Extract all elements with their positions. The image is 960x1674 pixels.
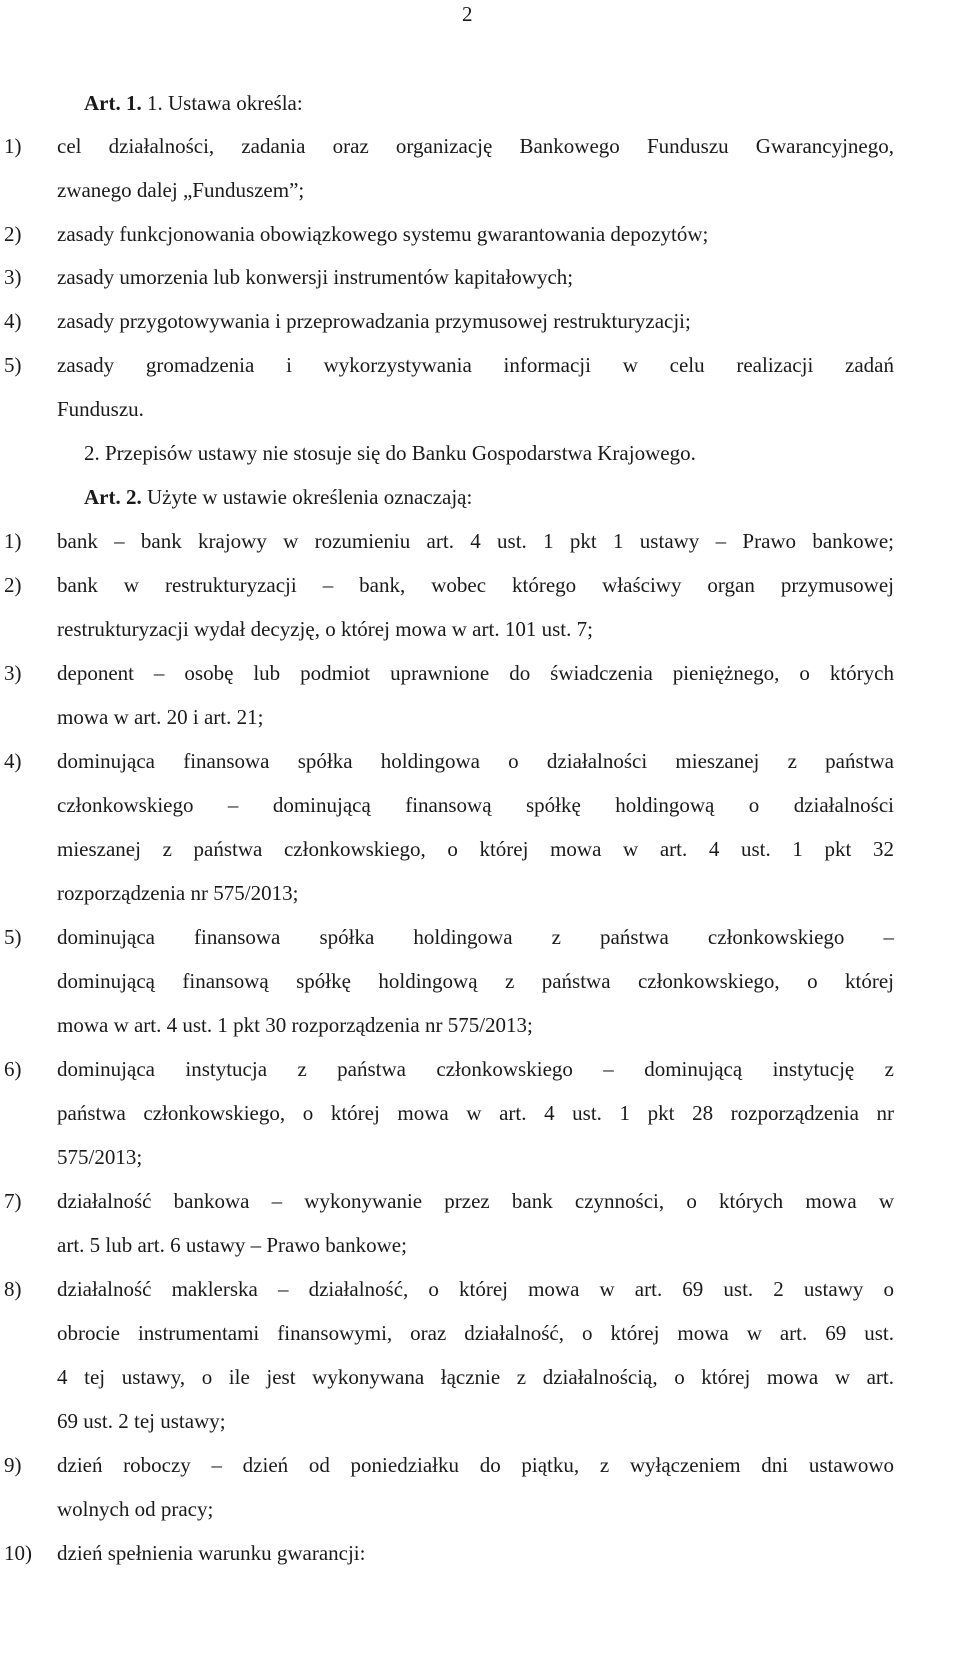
art1-item-1-cont — [0, 175, 960, 205]
item-text: wolnych od pracy; — [57, 1497, 214, 1521]
item-number: 3) — [4, 265, 22, 289]
item-text: działalność bankowa – wykonywanie przez bank czynności, o których mowa w — [57, 1189, 894, 1213]
art2-intro: Użyte w ustawie określenia oznaczają: — [146, 485, 473, 509]
art2-item-4-cont — [0, 790, 960, 820]
art1-item-2 — [0, 219, 960, 249]
item-text: zasady gromadzenia i wykorzystywania informacji w celu realizacji zadań — [57, 353, 894, 377]
art2-item-9-cont — [0, 1494, 960, 1524]
art1-heading: Art. 1. — [84, 91, 142, 115]
item-text: dzień spełnienia warunku gwarancji: — [57, 1541, 366, 1565]
art2-heading: Art. 2. — [84, 485, 142, 509]
item-text: obrocie instrumentami finansowymi, oraz działalność, o której mowa w art. 69 ust. — [57, 1321, 894, 1345]
art2-item-10 — [0, 1538, 960, 1568]
art2-item-7-cont — [0, 1230, 960, 1260]
item-text: dzień roboczy – dzień od poniedziałku do piątku, z wyłączeniem dni ustawowo — [57, 1453, 894, 1477]
art1-para2-text: 2. Przepisów ustawy nie stosuje się do Banku Gospodarstwa Krajowego. — [84, 441, 696, 465]
item-number: 5) — [4, 353, 22, 377]
art1-para1-text: Ustawa określa: — [167, 91, 303, 115]
item-number: 4) — [4, 749, 22, 773]
item-text: członkowskiego – dominującą finansową spółkę holdingową o działalności — [57, 793, 894, 817]
page-number: 2 — [462, 2, 473, 26]
art1-item-3 — [0, 262, 960, 292]
item-number: 1) — [4, 134, 22, 158]
art2-item-4 — [0, 746, 960, 776]
item-number: 2) — [4, 573, 22, 597]
art2-item-5-cont — [0, 966, 960, 996]
item-number: 9) — [4, 1453, 22, 1477]
item-text: 4 tej ustawy, o ile jest wykonywana łącznie z działalnością, o której mowa w art. — [57, 1365, 894, 1389]
art2-item-1 — [0, 526, 960, 556]
item-text: art. 5 lub art. 6 ustawy – Prawo bankowe; — [57, 1233, 407, 1257]
art2-item-7 — [0, 1186, 960, 1216]
art2-item-4-cont — [0, 878, 960, 908]
art1-heading-line — [0, 88, 960, 118]
art1-para2 — [0, 438, 960, 468]
art2-item-2-cont — [0, 614, 960, 644]
item-number: 5) — [4, 925, 22, 949]
item-text: zasady funkcjonowania obowiązkowego systemu gwarantowania depozytów; — [57, 222, 709, 246]
item-number: 8) — [4, 1277, 22, 1301]
item-text: dominującą finansową spółkę holdingową z państwa członkowskiego, o której — [57, 969, 894, 993]
art2-item-8-cont — [0, 1362, 960, 1392]
item-text: państwa członkowskiego, o której mowa w art. 4 ust. 1 pkt 28 rozporządzenia nr — [57, 1101, 894, 1125]
item-text: dominująca finansowa spółka holdingowa o działalności mieszanej z państwa — [57, 749, 894, 773]
item-text: zwanego dalej „Funduszem”; — [57, 178, 305, 202]
item-text: zasady umorzenia lub konwersji instrumentów kapitałowych; — [57, 265, 574, 289]
item-text: mowa w art. 4 ust. 1 pkt 30 rozporządzenia nr 575/2013; — [57, 1013, 533, 1037]
item-text: zasady przygotowywania i przeprowadzania przymusowej restrukturyzacji; — [57, 309, 691, 333]
art2-item-6-cont — [0, 1142, 960, 1172]
art2-item-5-cont — [0, 1010, 960, 1040]
art2-item-4-cont — [0, 834, 960, 864]
art1-item-5-cont — [0, 394, 960, 424]
art2-item-3-cont — [0, 702, 960, 732]
item-number: 2) — [4, 222, 22, 246]
item-text: 575/2013; — [57, 1145, 143, 1169]
art2-item-8 — [0, 1274, 960, 1304]
item-text: restrukturyzacji wydał decyzję, o której mowa w art. 101 ust. 7; — [57, 617, 593, 641]
item-text: deponent – osobę lub podmiot uprawnione do świadczenia pieniężnego, o których — [57, 661, 894, 685]
item-text: 69 ust. 2 tej ustawy; — [57, 1409, 226, 1433]
art2-heading-line — [0, 482, 960, 512]
item-number: 7) — [4, 1189, 22, 1213]
item-number: 4) — [4, 309, 22, 333]
art2-item-3 — [0, 658, 960, 688]
item-text: bank w restrukturyzacji – bank, wobec którego właściwy organ przymusowej — [57, 573, 894, 597]
item-number: 10) — [4, 1541, 32, 1565]
item-text: dominująca finansowa spółka holdingowa z państwa członkowskiego – — [57, 925, 894, 949]
item-number: 6) — [4, 1057, 22, 1081]
item-text: rozporządzenia nr 575/2013; — [57, 881, 299, 905]
item-text: Funduszu. — [57, 397, 144, 421]
art2-item-9 — [0, 1450, 960, 1480]
item-text: dominująca instytucja z państwa członkowskiego – dominującą instytucję z — [57, 1057, 894, 1081]
art2-item-6 — [0, 1054, 960, 1084]
item-text: cel działalności, zadania oraz organizację Bankowego Funduszu Gwarancyjnego, — [57, 134, 894, 158]
art2-item-2 — [0, 570, 960, 600]
item-text: mowa w art. 20 i art. 21; — [57, 705, 264, 729]
art2-item-8-cont — [0, 1318, 960, 1348]
art2-item-5 — [0, 922, 960, 952]
item-text: mieszanej z państwa członkowskiego, o której mowa w art. 4 ust. 1 pkt 32 — [57, 837, 894, 861]
item-text: bank – bank krajowy w rozumieniu art. 4 ust. 1 pkt 1 ustawy – Prawo bankowe; — [57, 529, 894, 553]
art1-para1-num: 1. — [146, 91, 163, 115]
art1-item-5 — [0, 350, 960, 380]
art2-item-8-cont — [0, 1406, 960, 1436]
art1-item-4 — [0, 306, 960, 336]
art1-item-1 — [0, 131, 960, 161]
item-text: działalność maklerska – działalność, o której mowa w art. 69 ust. 2 ustawy o — [57, 1277, 894, 1301]
item-number: 3) — [4, 661, 22, 685]
art2-item-6-cont — [0, 1098, 960, 1128]
item-number: 1) — [4, 529, 22, 553]
